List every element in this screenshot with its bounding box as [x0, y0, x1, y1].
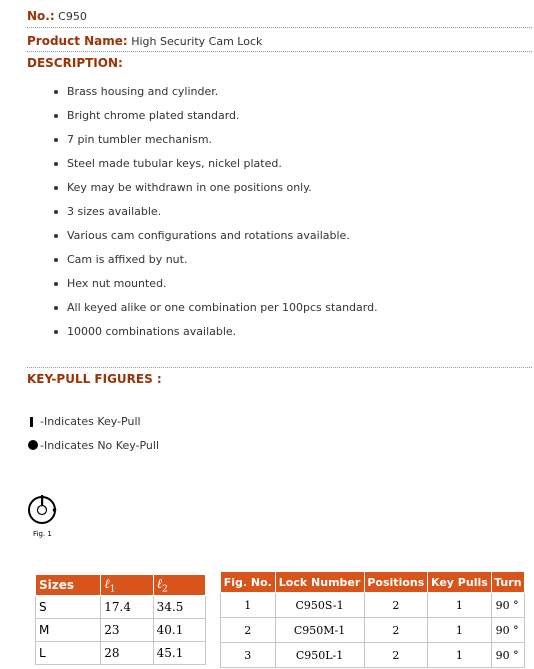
- list-item: Hex nut mounted.: [0, 272, 534, 296]
- table-row: S 17.4 34.5: [36, 596, 206, 619]
- product-name-row: [27, 34, 262, 48]
- bullet-icon: [54, 90, 58, 94]
- divider: [27, 51, 532, 52]
- lock-face-icon: [27, 494, 67, 530]
- bullet-icon: [54, 234, 58, 238]
- bullet-icon: [54, 258, 58, 262]
- description-heading: DESCRIPTION:: [27, 56, 123, 70]
- table-row: L 28 45.1: [36, 642, 206, 665]
- l1-header: ℓ$_1$: [101, 575, 153, 596]
- key-pulls-header: Key Pulls: [428, 572, 492, 593]
- figure-caption: Fig. 1: [33, 530, 52, 538]
- positions-header: Positions: [364, 572, 428, 593]
- list-item: All keyed alike or one combination per 100pcs standard.: [0, 296, 534, 320]
- table-row: 2 C950M-1 2 1 90 °: [221, 618, 525, 643]
- no-key-pull-dot-icon: [28, 440, 38, 450]
- bullet-icon: [54, 186, 58, 190]
- list-item: 7 pin tumbler mechanism.: [0, 128, 534, 152]
- bullet-icon: [54, 210, 58, 214]
- list-item: 3 sizes available.: [0, 200, 534, 224]
- divider: [27, 367, 532, 368]
- sizes-header: Sizes: [36, 575, 101, 596]
- list-item: 10000 combinations available.: [0, 320, 534, 344]
- turn-header: Turn: [491, 572, 524, 593]
- list-item: Key may be withdrawn in one positions only.: [0, 176, 534, 200]
- list-item: Bright chrome plated standard.: [0, 104, 534, 128]
- fig-no-header: Fig. No.: [221, 572, 276, 593]
- lock-number-header: Lock Number: [275, 572, 364, 593]
- product-number-label: No.:: [27, 9, 55, 23]
- bullet-icon: [54, 138, 58, 142]
- list-item: Brass housing and cylinder.: [0, 80, 534, 104]
- list-item: Various cam configurations and rotations available.: [0, 224, 534, 248]
- divider: [27, 27, 532, 28]
- key-pull-bar-icon: [30, 417, 33, 427]
- product-number-value: C950: [58, 10, 87, 23]
- bullet-icon: [54, 330, 58, 334]
- list-item: Cam is affixed by nut.: [0, 248, 534, 272]
- l2-header: ℓ$_2$: [153, 575, 205, 596]
- bullet-icon: [54, 306, 58, 310]
- fig-1-diagram: [27, 494, 67, 542]
- description-list: [0, 80, 534, 344]
- table-row: 3 C950L-1 2 1 90 °: [221, 643, 525, 668]
- bullet-icon: [54, 162, 58, 166]
- list-item: Steel made tubular keys, nickel plated.: [0, 152, 534, 176]
- key-pull-heading: KEY-PULL FIGURES :: [27, 372, 162, 386]
- product-number-row: [27, 9, 87, 23]
- table-row: 1 C950S-1 2 1 90 °: [221, 593, 525, 618]
- sizes-table: [35, 574, 206, 665]
- product-name-label: Product Name:: [27, 34, 128, 48]
- bullet-icon: [54, 114, 58, 118]
- bullet-icon: [54, 282, 58, 286]
- table-row: M 23 40.1: [36, 619, 206, 642]
- product-name-value: High Security Cam Lock: [131, 35, 263, 48]
- lock-figures-table: [220, 571, 525, 668]
